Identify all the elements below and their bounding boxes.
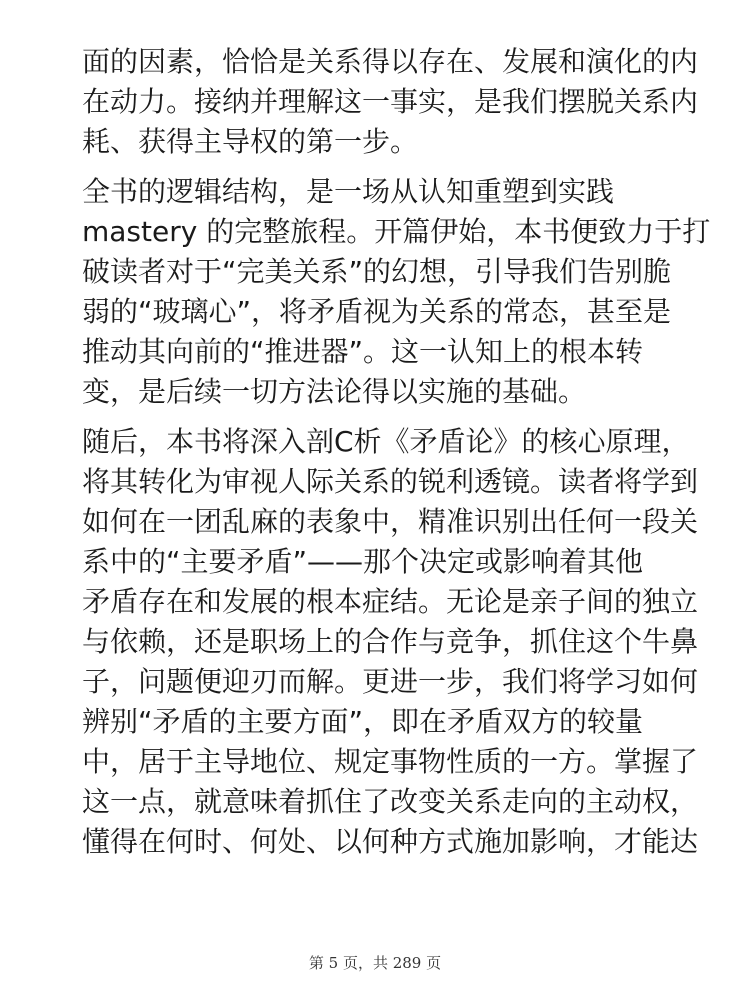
text-line: 懂得在何时、何处、以何种方式施加影响，才能达 bbox=[82, 825, 699, 858]
paragraph-1 bbox=[82, 42, 699, 162]
text-line: 面的因素，恰恰是关系得以存在、发展和演化的内 bbox=[82, 45, 699, 78]
text-line: 弱的“玻璃心”，将矛盾视为关系的常态，甚至是 bbox=[82, 295, 672, 328]
text-line: 将其转化为审视人际关系的锐利透镜。读者将学到 bbox=[82, 465, 699, 498]
text-line: 中，居于主导地位、规定事物性质的一方。掌握了 bbox=[82, 745, 699, 778]
text-line: 全书的逻辑结构，是一场从认知重塑到实践 bbox=[82, 175, 615, 208]
paragraph-3 bbox=[82, 422, 699, 862]
text-line: 子，问题便迎刃而解。更进一步，我们将学习如何 bbox=[82, 665, 699, 698]
text-line: 与依赖，还是职场上的合作与竞争，抓住这个牛鼻 bbox=[82, 625, 699, 658]
text-line: 在动力。接纳并理解这一事实，是我们摆脱关系内 bbox=[82, 85, 699, 118]
text-line: 随后，本书将深入剖C析《矛盾论》的核心原理， bbox=[82, 425, 690, 458]
text-line: mastery 的完整旅程。开篇伊始，本书便致力于打 bbox=[82, 215, 711, 248]
text-line: 破读者对于“完美关系”的幻想，引导我们告别脆 bbox=[82, 255, 672, 288]
text-line: 耗、获得主导权的第一步。 bbox=[82, 125, 419, 158]
text-line: 变，是后续一切方法论得以实施的基础。 bbox=[82, 375, 587, 408]
text-line: 辨别“矛盾的主要方面”，即在矛盾双方的较量 bbox=[82, 705, 644, 738]
paragraph-2 bbox=[82, 172, 711, 412]
body-text bbox=[82, 42, 711, 872]
text-line: 如何在一团乱麻的表象中，精准识别出任何一段关 bbox=[82, 505, 699, 538]
text-line: 系中的“主要矛盾”——那个决定或影响着其他 bbox=[82, 545, 644, 578]
page-number-footer: 第 5 页，共 289 页 bbox=[308, 954, 442, 972]
text-line: 这一点，就意味着抓住了改变关系走向的主动权， bbox=[82, 785, 699, 818]
text-line: 矛盾存在和发展的根本症结。无论是亲子间的独立 bbox=[82, 585, 699, 618]
text-line: 推动其向前的“推进器”。这一认知上的根本转 bbox=[82, 335, 644, 368]
